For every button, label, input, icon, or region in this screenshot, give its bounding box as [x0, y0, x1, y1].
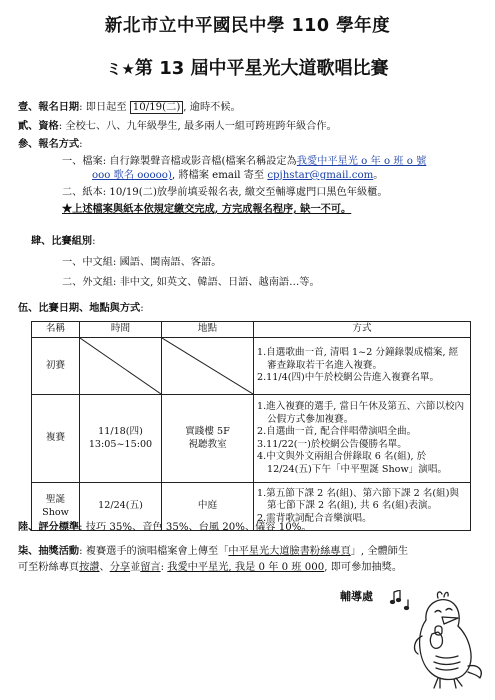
registration-note	[62, 203, 351, 216]
registration-item-file-cont	[92, 169, 383, 182]
method-item: 1.自選歌曲一首, 清唱 1~2 分鐘錄製成檔案, 經審查錄取若干名進入複賽。	[257, 347, 459, 371]
section-lottery-cont	[18, 561, 402, 574]
section-categories: 肆、比賽組別:	[31, 235, 96, 247]
signature-office: 輔導處	[340, 590, 373, 603]
header-cell: 地點	[162, 322, 254, 338]
method-item: 2.11/4(四)中午於校網公告進入複賽名單。	[257, 372, 440, 384]
diagonal-line	[80, 338, 161, 394]
colon: :	[79, 139, 83, 150]
comment-action: 留言	[140, 562, 161, 573]
method-item: 2.需背歌詞配合音樂演唱。	[257, 512, 372, 524]
place-room: 視聽教室	[188, 438, 227, 450]
section-text: 」, 全體師生	[350, 546, 409, 557]
item-text: , 將檔案 email 寄至	[171, 170, 268, 181]
method-item: 4.中文與外文兩組合併錄取 6 名(組), 於 12/24(五)下午「中平聖誕 Show」演唱。	[257, 451, 448, 475]
place-building: 實踐樓 5F	[185, 426, 230, 437]
stage-method	[254, 338, 471, 395]
section-label: 參、報名方式	[18, 138, 80, 150]
contest-title	[0, 54, 495, 80]
section-text: , 逾時不候。	[183, 102, 241, 113]
table-row	[32, 338, 471, 395]
section-text: : 技巧 35%、音色 35%、台風 20%、儀容 10%。	[79, 522, 312, 533]
diagonal-line	[162, 338, 253, 394]
section-label: 貳、資格	[18, 120, 59, 132]
section-registration-date	[18, 101, 241, 114]
time-range: 13:05~15:00	[88, 438, 153, 450]
stage-place: 中庭	[162, 483, 254, 531]
section-eligibility	[18, 120, 337, 133]
deadline-date: 10/19(二)	[130, 101, 184, 114]
sep: 並	[130, 562, 141, 573]
file-name-format-cont: ooo 歌名 ooooo)	[92, 170, 172, 181]
method-item: 3.11/22(一)於校網公告優勝名單。	[257, 438, 407, 450]
document-title: 新北市立中平國民中學 110 學年度	[104, 16, 391, 36]
blank-cell	[162, 338, 254, 395]
item-text: 一、檔案: 自行錄製聲音檔或影音檔(檔案名稱設定為	[62, 156, 297, 167]
stage-name: 初賽	[32, 338, 80, 395]
facebook-page-link[interactable]: 中平星光大道臉書粉絲專頁	[228, 546, 351, 557]
section-text: : 即日起至	[79, 102, 130, 113]
method-item: 2.自選曲一首, 配合伴唱帶演唱全曲。	[257, 426, 417, 437]
header-cell: 名稱	[32, 322, 80, 338]
section-scoring	[18, 521, 312, 534]
item-text: 。	[373, 170, 384, 181]
table-row	[32, 395, 471, 483]
stage-name: 聖誕 Show	[32, 483, 80, 531]
table-header-row	[32, 322, 471, 338]
blank-cell	[80, 338, 162, 395]
category-foreign: 二、外文組: 非中文, 如英文、韓語、日語、越南語…等。	[62, 277, 320, 288]
section-text: : 複賽選手的演唱檔案會上傳至「	[79, 546, 229, 557]
section-schedule: 伍、比賽日期、地點與方式:	[18, 302, 144, 314]
stage-place	[162, 395, 254, 483]
section-label: 壹、報名日期	[18, 101, 80, 113]
contest-title-text: 第 13 屆中平星光大道歌唱比賽	[134, 58, 389, 79]
header-cell: 方式	[254, 322, 471, 338]
singing-bird-mascot-icon	[388, 590, 488, 692]
section-label: 伍、比賽日期、地點與方式	[18, 302, 141, 314]
stage-method	[254, 395, 471, 483]
section-text: , 即可參加抽獎。	[324, 562, 403, 573]
stage-time	[80, 395, 162, 483]
registration-item-file	[62, 155, 426, 168]
section-label: 柒、抽獎活動	[18, 545, 80, 557]
section-text: 可至粉絲專頁	[18, 562, 80, 573]
sep: :	[160, 562, 168, 573]
category-chinese: 一、中文組: 國語、閩南語、客語。	[62, 257, 222, 268]
schedule-table	[31, 321, 471, 531]
comment-phrase: 我愛中平星光, 我是 0 年 0 班 000	[167, 562, 325, 573]
header-cell: 時間	[80, 322, 162, 338]
file-name-format: 我愛中平星光 o 年 o 班 o 號	[296, 156, 427, 167]
stage-name: 複賽	[32, 395, 80, 483]
like-action: 按讚	[79, 562, 100, 573]
share-action: 分享	[109, 562, 131, 573]
method-item: 1.進入複賽的選手, 當日午休及第五、六節以校內公假方式參加複賽。	[257, 401, 465, 425]
method-item: 1.第五節下課 2 名(組)、第六節下課 2 名(組)與第七節下課 2 名(組), 共 6 名(組)表演。	[257, 487, 460, 512]
sep: 、	[99, 562, 110, 573]
registration-item-paper: 二、紙本: 10/19(二)放學前填妥報名表, 繳交至輔導處門口黑色年級櫃。	[62, 187, 388, 198]
time-date: 11/18(四)	[98, 426, 143, 437]
section-label: 肆、比賽組別	[31, 235, 93, 247]
star-icon: ミ★	[106, 60, 135, 78]
section-lottery	[18, 545, 408, 558]
note-text: ★上述檔案與紙本依規定繳交完成, 方完成報名程序, 缺一不可。	[62, 203, 352, 215]
stage-time: 12/24(五)	[80, 483, 162, 531]
section-text: : 全校七、八、九年級學生, 最多兩人一組可跨班跨年級合作。	[58, 121, 337, 132]
section-registration-method	[18, 138, 83, 151]
section-label: 陸、評分標準	[18, 521, 80, 533]
email-link[interactable]: cpjhstar@gmail.com	[267, 170, 374, 181]
